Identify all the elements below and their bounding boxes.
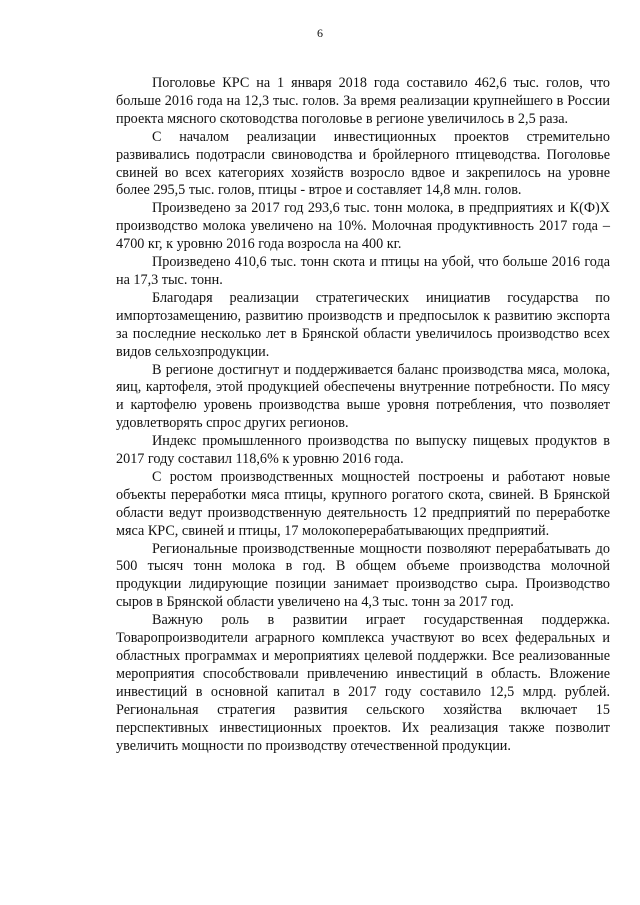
- paragraph-milk: Произведено за 2017 год 293,6 тыс. тонн молока, в предприятиях и К(Ф)Х производство молока увеличено на 10%. Молочная продуктивность 2017 года – 4700 кг, к уровню 2016 года возросла на 400 кг.: [116, 200, 610, 253]
- paragraph-slaughter: Произведено 410,6 тыс. тонн скота и птицы на убой, что больше 2016 года на 17,3 тыс. тонн.: [116, 254, 610, 288]
- document-body: [116, 75, 610, 755]
- paragraph-pigs-poultry: С началом реализации инвестиционных проектов стремительно развивались подотрасли свиноводства и бройлерного птицеводства. Поголовье свиней во всех категориях хозяйств возросло вдвое и закрепилось на уровне более 295,5 тыс. голов, птицы - втрое и составляет 14,8 млн. голов.: [116, 128, 610, 199]
- paragraph-import-substitution: Благодаря реализации стратегических инициатив государства по импортозамещению, развитию производств и предпосылок к развитию экспорта за последние несколько лет в Брянской области увеличилось производство всех видов сельхозпродукции.: [116, 289, 610, 360]
- paragraph-state-support: Важную роль в развитии играет государственная поддержка. Товаропроизводители аграрного комплекса участвуют во всех федеральных и областных программах и мероприятиях целевой поддержки. Все реализованные мероприятия способствовали привлечению инвестиций в область. Вложение инвестиций в основной капитал в 2017 году составило 12,5 млрд. рублей. Региональная стратегия развития сельского хозяйства включает 15 перспективных инвестиционных проектов. Их реализация также позволит увеличить мощности по производству отечественной продукции.: [116, 612, 610, 754]
- paragraph-cattle: Поголовье КРС на 1 января 2018 года составило 462,6 тыс. голов, что больше 2016 года на 12,3 тыс. голов. За время реализации крупнейшего в России проекта мясного скотоводства поголовье в регионе увеличилось в 2,5 раза.: [116, 75, 610, 127]
- page-number: 6: [317, 26, 323, 40]
- paragraph-dairy-capacity: Региональные производственные мощности позволяют перерабатывать до 500 тысяч тонн молока в год. В общем объеме производства молочной продукции лидирующие позиции занимает производство сыра. Производство сыров в Брянской области увеличено на 4,3 тыс. тонн за 2017 год.: [116, 540, 610, 611]
- paragraph-food-index: Индекс промышленного производства по выпуску пищевых продуктов в 2017 году составил 118,6% к уровню 2016 года.: [116, 433, 610, 468]
- paragraph-processing: С ростом производственных мощностей построены и работают новые объекты переработки мяса птицы, крупного рогатого скота, свиней. В Брянской области ведут производственную деятельность 12 предприятий по переработке мяса КРС, свиней и птицы, 17 молокоперерабатывающих предприятий.: [116, 468, 610, 539]
- paragraph-balance: В регионе достигнут и поддерживается баланс производства мяса, молока, яиц, картофеля, этой продукцией обеспечены внутренние потребности. По мясу и картофелю уровень производства выше уровня потребления, что позволяет удовлетворять спрос других регионов.: [116, 361, 610, 432]
